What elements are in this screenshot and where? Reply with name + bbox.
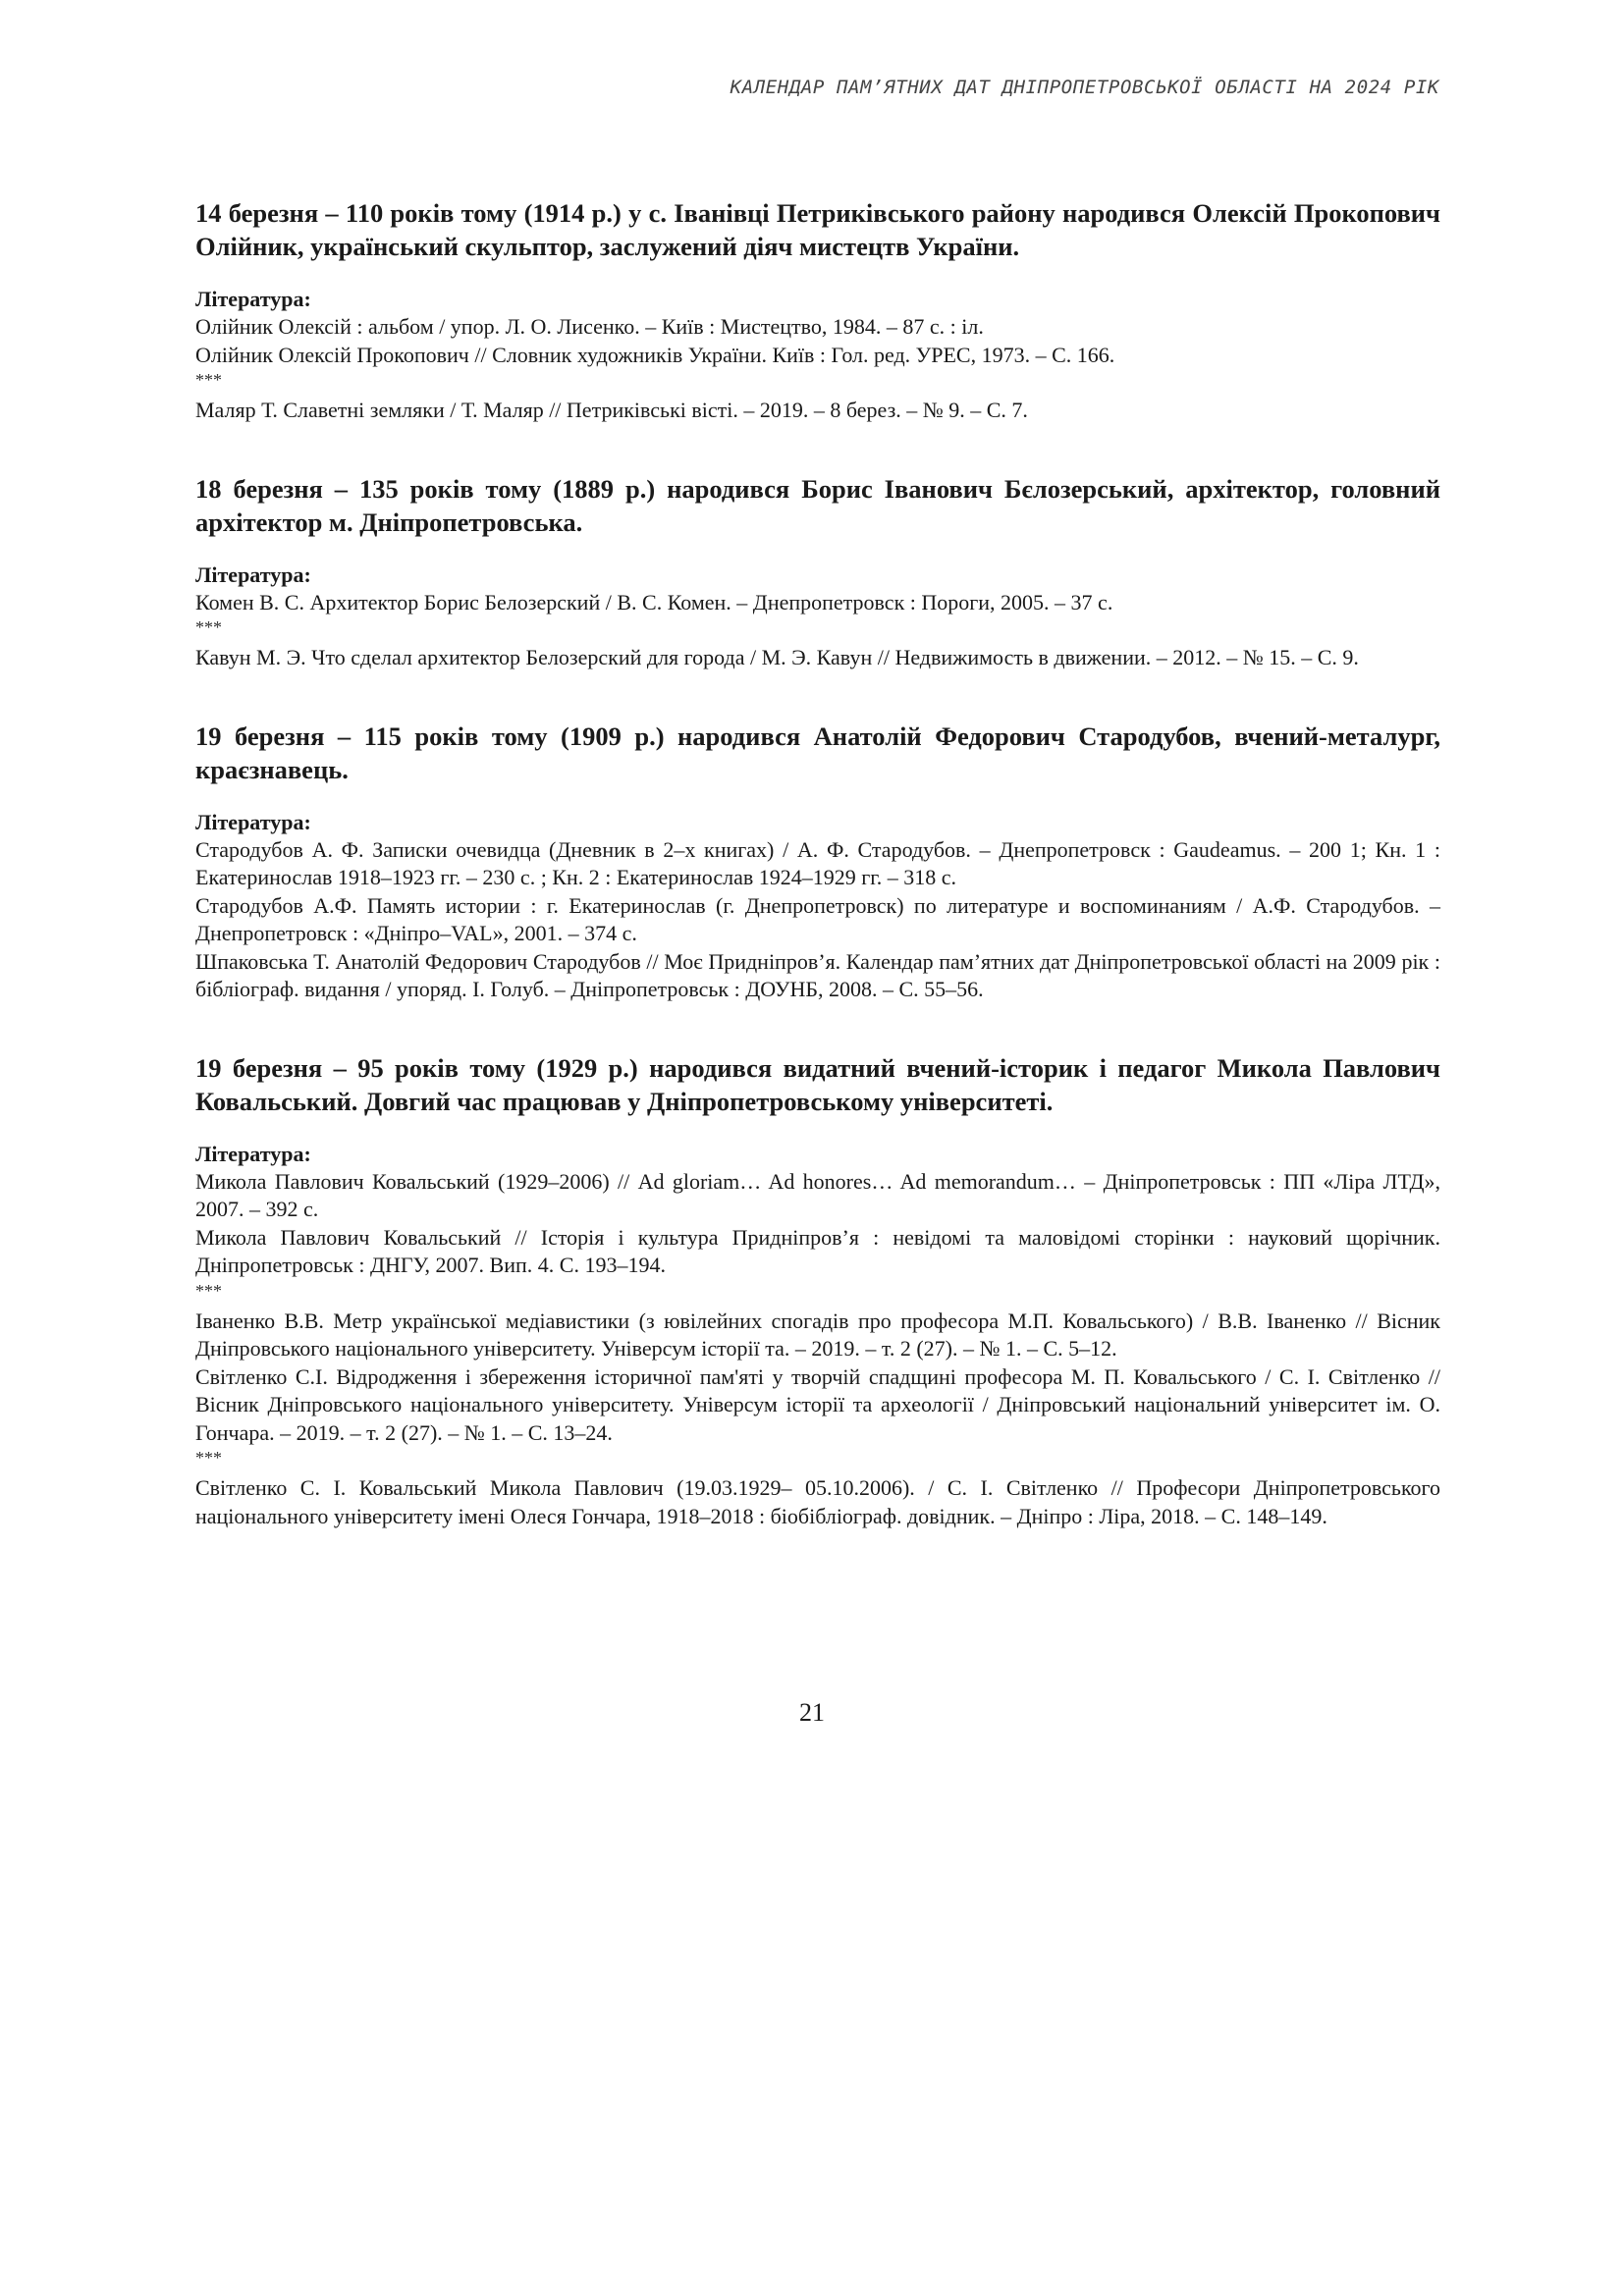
entry-title: 19 березня – 115 років тому (1909 р.) народився Анатолій Федорович Стародубов, вчений-металург, краєзнавець. (195, 721, 1440, 784)
running-header: КАЛЕНДАР ПАМ’ЯТНИХ ДАТ ДНІПРОПЕТРОВСЬКОЇ ОБЛАСТІ НА 2024 РІК (730, 77, 1439, 98)
reference: Маляр Т. Славетні земляки / Т. Маляр // Петриківські вісті. – 2019. – 8 берез. – № 9. – С. 7. (195, 398, 1028, 422)
page-number: 21 (799, 1698, 825, 1727)
entry-title: 19 березня – 95 років тому (1929 р.) народився видатний вчений-історик і педагог Микола Павлович Ковальський. Довгий час працював у Дніпропетровському університеті. (195, 1052, 1440, 1116)
reference: Микола Павлович Ковальський // Історія і культура Придніпров’я : невідомі та маловідомі сторінки : науковий щорічник. Дніпропетровськ : ДНГУ, 2007. Вип. 4. С. 193–194. (195, 1224, 1440, 1277)
literature-heading: Література: (195, 561, 311, 587)
page-content (195, 196, 1440, 1577)
literature-heading: Література: (195, 1141, 311, 1166)
reference: Стародубов А. Ф. Записки очевидца (Дневник в 2–х книгах) / А. Ф. Стародубов. – Днепропетровск : Gaudeamus. – 200 1; Кн. 1 : Екатеринослав 1918–1923 гг. – 230 с. ; Кн. 2 : Екатеринослав 1924–1929 гг. – 318 с. (195, 836, 1440, 889)
reference: Комен В. С. Архитектор Борис Белозерский / В. С. Комен. – Днепропетровск : Пороги, 2005. – 37 с. (195, 589, 1113, 614)
literature-heading: Література: (195, 809, 311, 834)
reference: Шпаковська Т. Анатолій Федорович Стародубов // Моє Придніпров’я. Календар пам’ятних дат Дніпропетровської області на 2009 рік : бібліограф. видання / упоряд. І. Голуб. – Дніпропетровськ : ДОУНБ, 2008. – С. 55–56. (195, 948, 1440, 1001)
entry (195, 472, 1440, 672)
separator: *** (195, 370, 222, 390)
entry-title: 14 березня – 110 років тому (1914 р.) у с. Іванівці Петриківського району народився Олексій Прокопович Олійник, український скульптор, заслужений діяч мистецтв України. (195, 198, 1440, 261)
separator: *** (195, 1448, 222, 1468)
reference: Світленко С. І. Ковальський Микола Павлович (19.03.1929– 05.10.2006). / С. І. Світленко // Професори Дніпропетровського національного університету імені Олеся Гончара, 1918–2018 : біобібліограф. довідник. – Дніпро : Ліра, 2018. – С. 148–149. (195, 1475, 1440, 1528)
reference: Олійник Олексій : альбом / упор. Л. О. Лисенко. – Київ : Мистецтво, 1984. – 87 с. : іл. (195, 314, 984, 339)
reference: Микола Павлович Ковальський (1929–2006) // Ad gloriam… Ad honores… Ad memorandum… – Дніпропетровськ : ПП «Ліра ЛТД», 2007. – 392 с. (195, 1168, 1440, 1221)
literature-heading: Література: (195, 287, 311, 311)
entry (195, 196, 1440, 425)
separator: *** (195, 617, 222, 637)
reference: Олійник Олексій Прокопович // Словник художників України. Київ : Гол. ред. УРЕС, 1973. – С. 166. (195, 342, 1115, 367)
entry-title: 18 березня – 135 років тому (1889 р.) народився Борис Іванович Бєлозерський, архітектор, головний архітектор м. Дніпропетровська. (195, 473, 1440, 537)
reference: Стародубов А.Ф. Память истории : г. Екатеринослав (г. Днепропетровск) по литературе и воспоминаниям / А.Ф. Стародубов. – Днепропетровск : «Дніпро–VAL», 2001. – 374 с. (195, 892, 1440, 945)
reference: Іваненко В.В. Метр української медіавистики (з ювілейних спогадів про професора М.П. Ковальського) / В.В. Іваненко // Вісник Дніпровського національного університету. Універсум історії та. – 2019. – т. 2 (27). – № 1. – С. 5–12. (195, 1308, 1440, 1361)
reference: Кавун М. Э. Что сделал архитектор Белозерский для города / М. Э. Кавун // Недвижимость в движении. – 2012. – № 15. – С. 9. (195, 645, 1359, 669)
entry (195, 1051, 1440, 1531)
separator: *** (195, 1280, 222, 1301)
reference: Світленко С.І. Відродження і збереження історичної пам'яті у творчій спадщині професора М. П. Ковальського / С. І. Світленко // Вісник Дніпровського національного університету. Універсум історії та археології / Дніпровський національний університет ім. О. Гончара. – 2019. – т. 2 (27). – № 1. – С. 13–24. (195, 1363, 1440, 1445)
entry (195, 720, 1440, 1004)
